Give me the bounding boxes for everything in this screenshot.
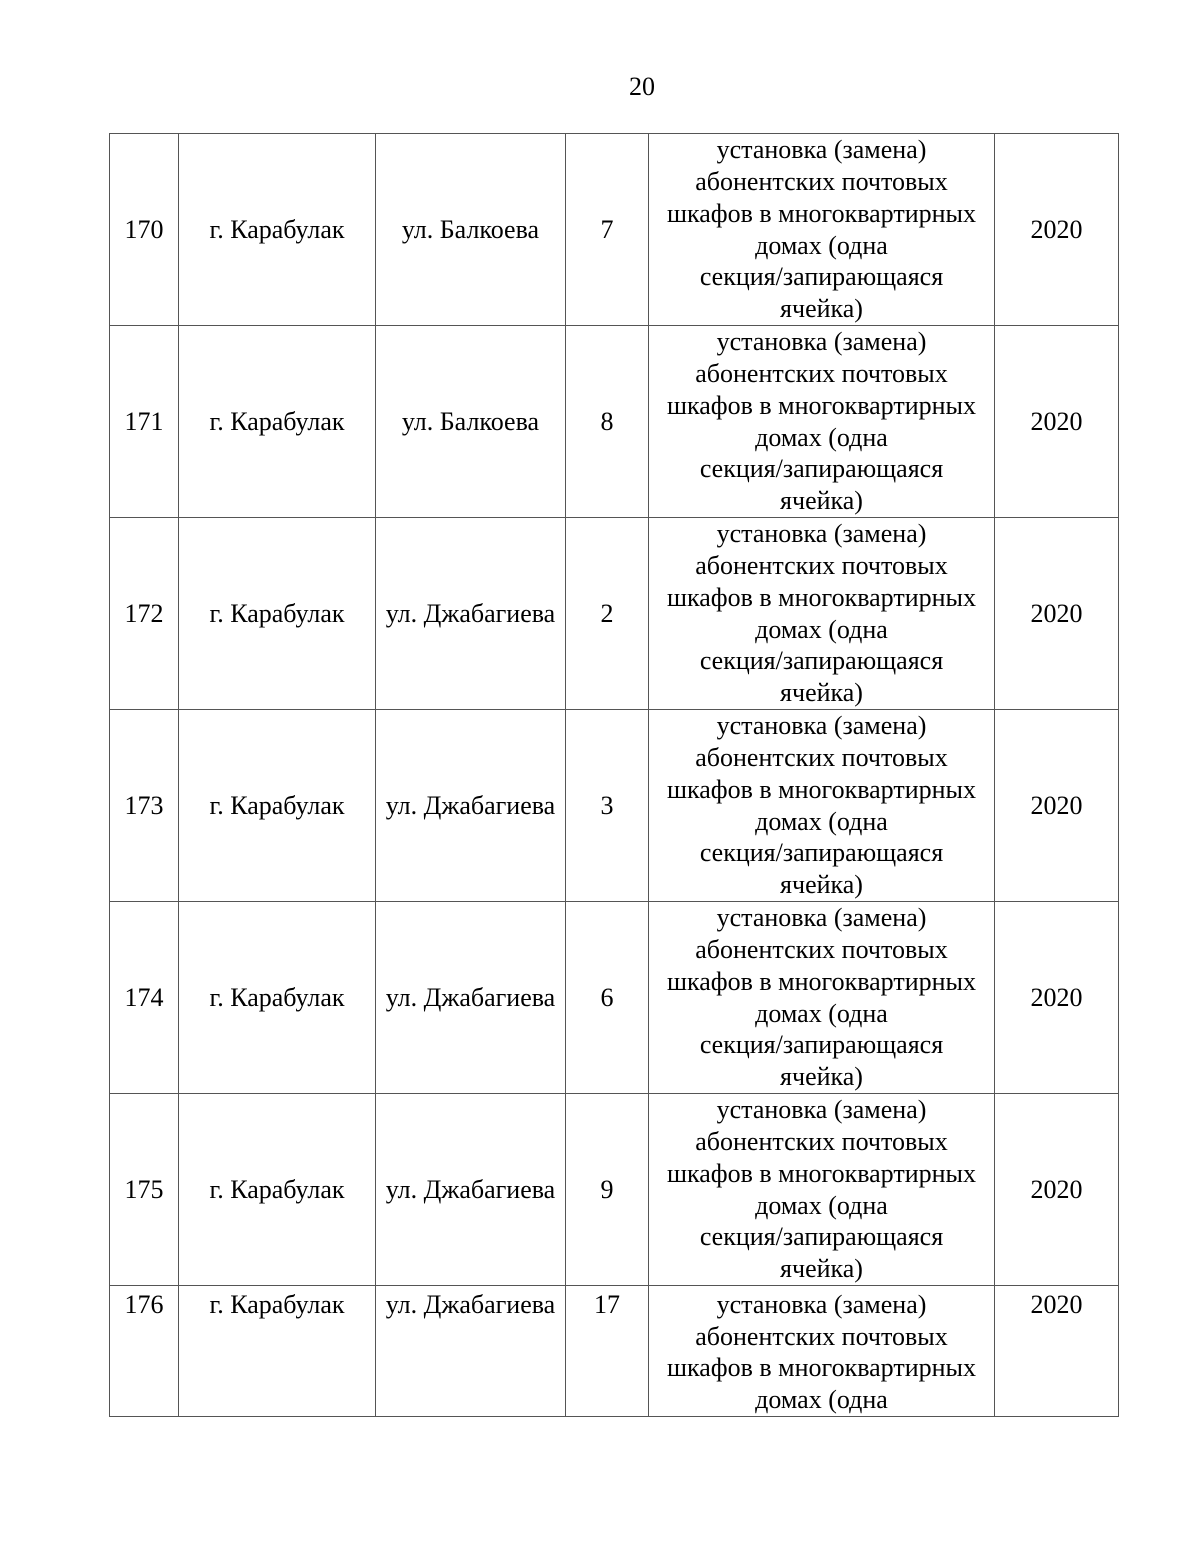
street-cell: ул. Джабагиева [376,518,566,710]
year-cell: 2020 [995,1094,1119,1286]
house-cell: 7 [566,134,649,326]
street-cell: ул. Джабагиева [376,710,566,902]
year-cell: 2020 [995,518,1119,710]
city-cell: г. Карабулак [179,1286,376,1417]
work-type-cell: установка (замена) абонентских почтовых шкафов в многоквартирных домах (одна [649,1286,995,1417]
year-cell: 2020 [995,134,1119,326]
house-cell: 6 [566,902,649,1094]
year-cell: 2020 [995,326,1119,518]
row-number: 171 [110,326,179,518]
work-type-cell: установка (замена) абонентских почтовых шкафов в многоквартирных домах (одна секция/запирающаяся ячейка) [649,902,995,1094]
year-cell: 2020 [995,1286,1119,1417]
table-row [110,710,1119,902]
row-number: 176 [110,1286,179,1417]
street-cell: ул. Джабагиева [376,1094,566,1286]
row-number: 170 [110,134,179,326]
table-row [110,134,1119,326]
city-cell: г. Карабулак [179,326,376,518]
house-cell: 2 [566,518,649,710]
table-row [110,326,1119,518]
street-cell: ул. Балкоева [376,134,566,326]
house-cell: 8 [566,326,649,518]
house-cell: 9 [566,1094,649,1286]
street-cell: ул. Балкоева [376,326,566,518]
row-number: 173 [110,710,179,902]
row-number: 175 [110,1094,179,1286]
city-cell: г. Карабулак [179,1094,376,1286]
table-row [110,1094,1119,1286]
city-cell: г. Карабулак [179,134,376,326]
work-type-cell: установка (замена) абонентских почтовых шкафов в многоквартирных домах (одна секция/запирающаяся ячейка) [649,710,995,902]
house-cell: 3 [566,710,649,902]
work-type-cell: установка (замена) абонентских почтовых шкафов в многоквартирных домах (одна секция/запирающаяся ячейка) [649,518,995,710]
work-type-cell: установка (замена) абонентских почтовых шкафов в многоквартирных домах (одна секция/запирающаяся ячейка) [649,134,995,326]
row-number: 172 [110,518,179,710]
year-cell: 2020 [995,902,1119,1094]
house-cell: 17 [566,1286,649,1417]
table-row [110,518,1119,710]
city-cell: г. Карабулак [179,902,376,1094]
street-cell: ул. Джабагиева [376,902,566,1094]
street-cell: ул. Джабагиева [376,1286,566,1417]
page-number: 20 [629,72,655,101]
work-type-cell: установка (замена) абонентских почтовых шкафов в многоквартирных домах (одна секция/запирающаяся ячейка) [649,326,995,518]
work-type-cell: установка (замена) абонентских почтовых шкафов в многоквартирных домах (одна секция/запирающаяся ячейка) [649,1094,995,1286]
year-cell: 2020 [995,710,1119,902]
table-row [110,902,1119,1094]
city-cell: г. Карабулак [179,710,376,902]
table-row [110,1286,1119,1417]
row-number: 174 [110,902,179,1094]
addresses-table [109,133,1119,1417]
city-cell: г. Карабулак [179,518,376,710]
